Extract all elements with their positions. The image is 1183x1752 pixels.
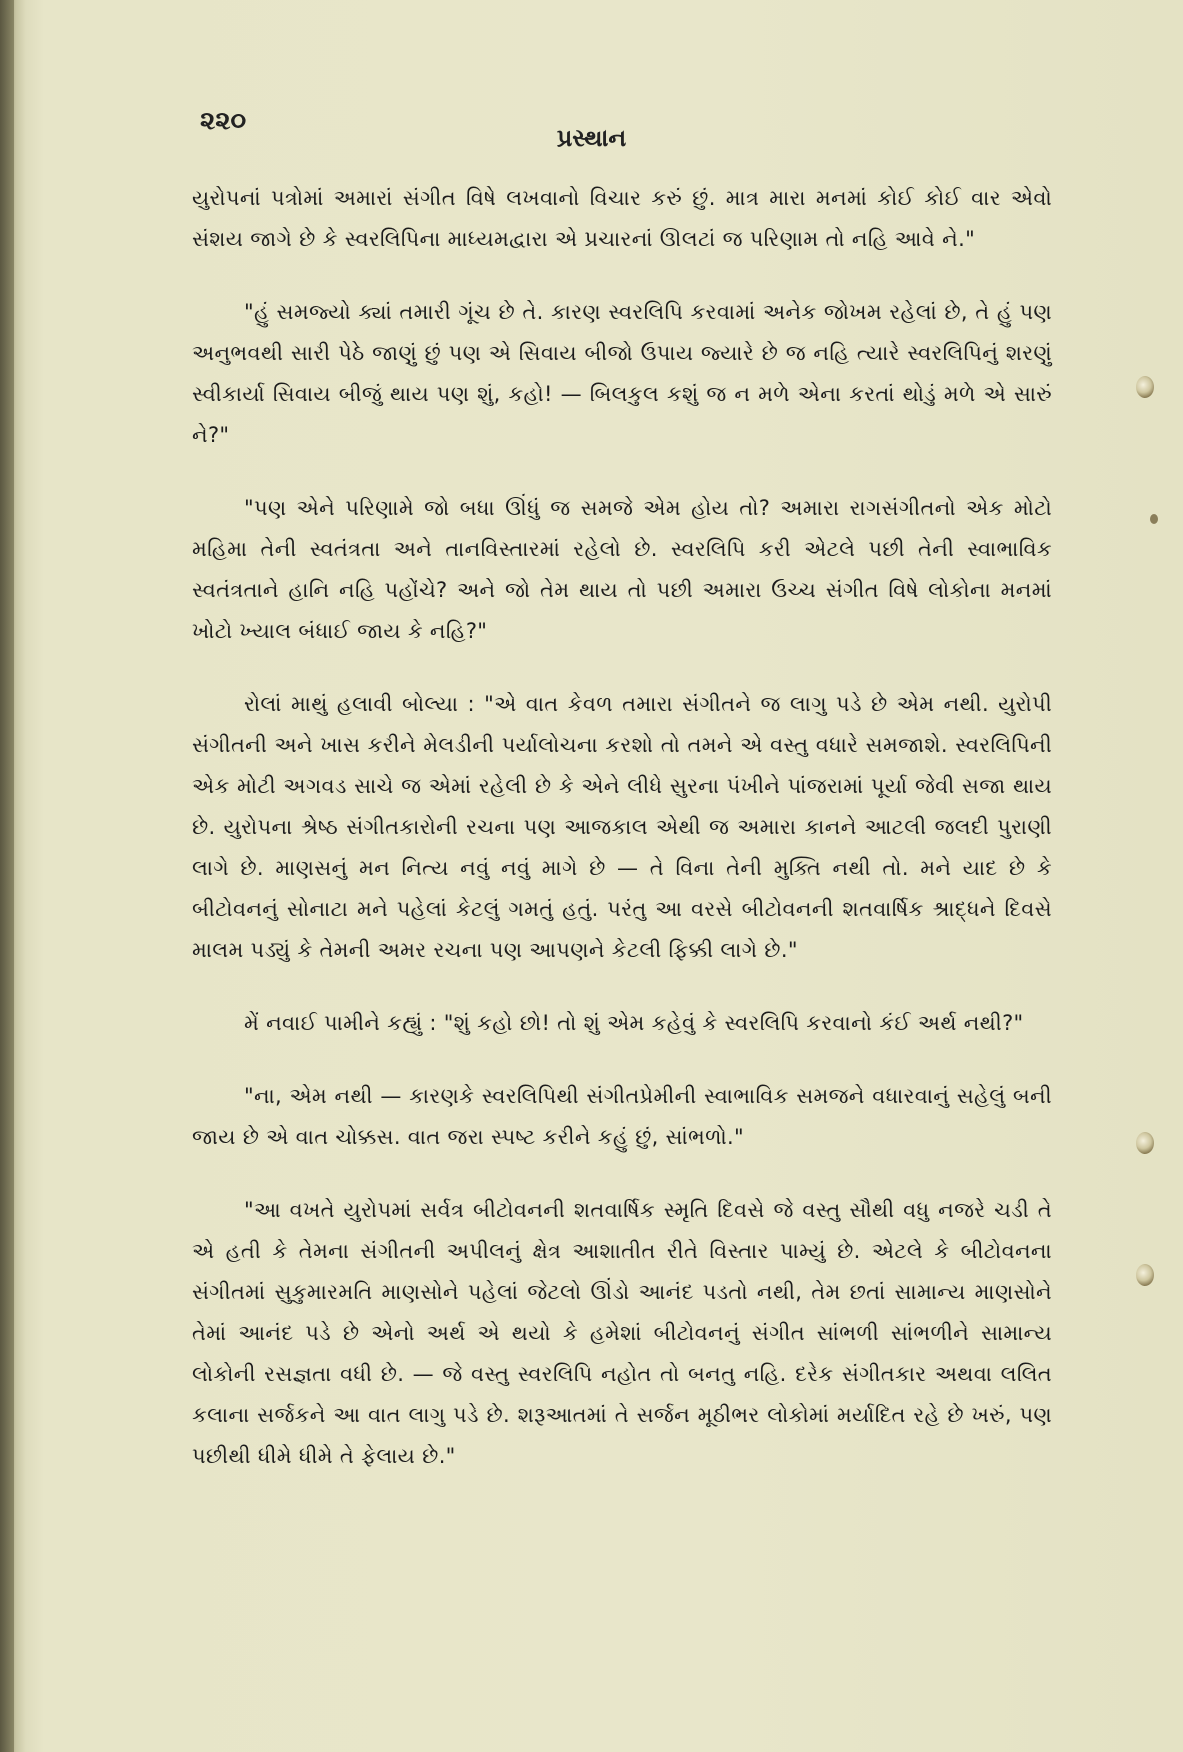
paragraph: "આ વખતે યુરોપમાં સર્વત્ર બીટોવનની શતવાર્ષિક સ્મૃતિ દિવસે જે વસ્તુ સૌથી વધુ નજરે ચડી તે એ હતી કે તેમના સંગીતની અપીલનું ક્ષેત્ર આશાતીત રીતે વિસ્તાર પામ્યું છે. એટલે કે બીટોવનના સંગીતમાં સુકુમારમતિ માણસોને પહેલાં જેટલો ઊંડો આનંદ પડતો નથી, તેમ છતાં સામાન્ય માણસોને તેમાં આનંદ પડે છે એનો અર્થ એ થયો કે હમેશાં બીટોવનનું સંગીત સાંભળી સાંભળીને સામાન્ય લોકોની રસજ્ઞતા વધી છે. — જે વસ્તુ સ્વરલિપિ નહોત તો બનતુ નહિ. દરેક સંગીતકાર અથવા લલિત કલાના સર્જકને આ વાત લાગુ પડે છે. શરૂઆતમાં તે સર્જન મૂઠીભર લોકોમાં મર્યાદિત રહે છે ખરું, પણ પછીથી ધીમે ધીમે તે ફેલાય છે." — [192, 1198, 1052, 1468]
binding-hole — [1136, 1132, 1154, 1154]
book-spine — [0, 0, 14, 1752]
paper-spot — [1150, 514, 1158, 524]
paragraph: "પણ એને પરિણામે જો બધા ઊંધું જ સમજે એમ હોય તો? અમારા રાગસંગીતનો એક મોટો મહિમા તેની સ્વતંત્રતા અને તાનવિસ્તારમાં રહેલો છે. સ્વરલિપિ કરી એટલે પછી તેની સ્વાભાવિક સ્વતંત્રતાને હાનિ નહિ પહોંચે? અને જો તેમ થાય તો પછી અમારા ઉચ્ચ સંગીત વિષે લોકોના મનમાં ખોટો ખ્યાલ બંધાઈ જાય કે નહિ?" — [192, 496, 1052, 643]
running-head: પ્રસ્થાન — [556, 124, 627, 152]
binding-hole — [1136, 376, 1154, 398]
paragraph: રોલાં માથું હલાવી બોલ્યા : "એ વાત કેવળ તમારા સંગીતને જ લાગુ પડે છે એમ નથી. યુરોપી સંગીતની અને ખાસ કરીને મેલડીની પર્યાલોચના કરશો તો તમને એ વસ્તુ વધારે સમજાશે. સ્વરલિપિની એક મોટી અગવડ સાચે જ એમાં રહેલી છે કે એને લીધે સુરના પંખીને પાંજરામાં પૂર્યા જેવી સજા થાય છે. યુરોપના શ્રેષ્ઠ સંગીતકારોની રચના પણ આજકાલ એથી જ અમારા કાનને આટલી જલદી પુરાણી લાગે છે. માણસનું મન નિત્ય નવું નવું માગે છે — તે વિના તેની મુક્તિ નથી તો. મને યાદ છે કે બીટોવનનું સોનાટા મને પહેલાં કેટલું ગમતું હતું. પરંતુ આ વરસે બીટોવનની શતવાર્ષિક શ્રાદ્ધને દિવસે માલમ પડ્યું કે તેમની અમર રચના પણ આપણને કેટલી ફિક્કી લાગે છે." — [192, 692, 1052, 962]
paragraph: મેં નવાઈ પામીને કહ્યું : "શું કહો છો! તો શું એમ કહેવું કે સ્વરલિપિ કરવાનો કંઈ અર્થ નથી?" — [244, 1011, 1024, 1035]
binding-hole — [1136, 1264, 1154, 1286]
paragraph: "હું સમજ્યો ક્યાં તમારી ગૂંચ છે તે. કારણ સ્વરલિપિ કરવામાં અનેક જોખમ રહેલાં છે, તે હું પણ અનુભવથી સારી પેઠે જાણું છું પણ એ સિવાય બીજો ઉપાય જ્યારે છે જ નહિ ત્યારે સ્વરલિપિનું શરણું સ્વીકાર્યા સિવાય બીજું થાય પણ શું, કહો! — બિલકુલ કશું જ ન મળે એના કરતાં થોડું મળે એ સારું ને?" — [192, 300, 1052, 447]
page-number: ૨૨૦ — [200, 106, 247, 136]
paragraph: યુરોપનાં પત્રોમાં અમારાં સંગીત વિષે લખવાનો વિચાર કરું છું. માત્ર મારા મનમાં કોઈ કોઈ વાર એવો સંશય જાગે છે કે સ્વરલિપિના માધ્યમદ્વારા એ પ્રચારનાં ઊલટાં જ પરિણામ તો નહિ આવે ને." — [192, 186, 1052, 251]
paragraph: "ના, એમ નથી — કારણકે સ્વરલિપિથી સંગીતપ્રેમીની સ્વાભાવિક સમજને વધારવાનું સહેલું બની જાય છે એ વાત ચોક્કસ. વાત જરા સ્પષ્ટ કરીને કહું છું, સાંભળો." — [192, 1084, 1052, 1149]
page-body — [192, 178, 1052, 1509]
